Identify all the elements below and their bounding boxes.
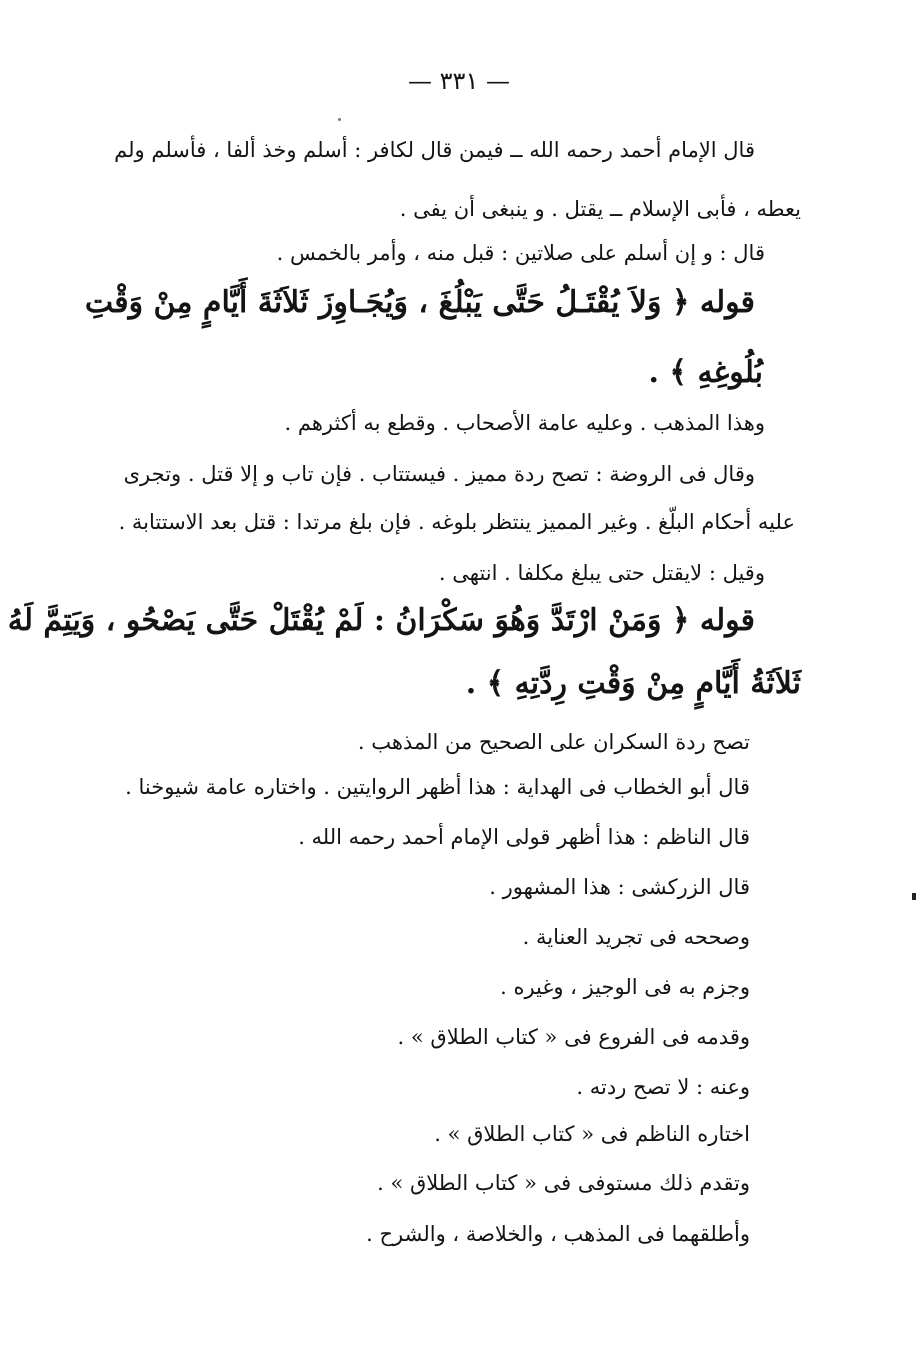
text-line-12: تصح ردة السكران على الصحيح من المذهب . (357, 730, 750, 754)
page-number: — ٣٣١ — (408, 67, 510, 95)
text-line-2: يعطه ، فأبى الإسلام ــ يقتل . و ينبغى أن يفى . (399, 197, 801, 221)
text-line-18: وقدمه فى الفروع فى « كتاب الطلاق » . (397, 1025, 750, 1049)
text-line-1: قال الإمام أحمد رحمه الله ــ فيمن قال لكافر : أسلم وخذ ألفا ، فأسلم ولم (114, 138, 755, 162)
quoted-text-line-2: بُلُوغِهِ ﴾ . (648, 355, 763, 390)
text-line-6: وهذا المذهب . وعليه عامة الأصحاب . وقطع به أكثرهم . (284, 411, 765, 435)
text-line-19: وعنه : لا تصح ردته . (576, 1075, 750, 1099)
text-line-22: وأطلقهما فى المذهب ، والخلاصة ، والشرح . (366, 1222, 750, 1246)
text-line-7: وقال فى الروضة : تصح ردة مميز . فيستتاب . فإن تاب و إلا قتل . وتجرى (123, 462, 755, 486)
text-line-21: وتقدم ذلك مستوفى فى « كتاب الطلاق » . (377, 1171, 750, 1195)
text-line-16: وصححه فى تجريد العناية . (522, 925, 750, 949)
margin-ink-mark (912, 893, 916, 900)
text-line-14: قال الناظم : هذا أظهر قولى الإمام أحمد رحمه الله . (298, 825, 750, 849)
text-line-13: قال أبو الخطاب فى الهداية : هذا أظهر الروايتين . واختاره عامة شيوخنا . (125, 775, 750, 799)
ink-dot-mark (338, 118, 341, 121)
text-line-20: اختاره الناظم فى « كتاب الطلاق » . (434, 1122, 750, 1146)
text-line-3: قال : و إن أسلم على صلاتين : قبل منه ، وأمر بالخمس . (276, 241, 765, 265)
text-line-17: وجزم به فى الوجيز ، وغيره . (500, 975, 750, 999)
text-line-8: عليه أحكام البلّغ . وغير المميز ينتظر بلوغه . فإن بلغ مرتدا : قتل بعد الاستتابة . (118, 510, 795, 534)
text-line-9: وقيل : لايقتل حتى يبلغ مكلفا . انتهى . (438, 561, 765, 585)
quoted-text-line-4: ثَلاَثَةُ أَيَّامٍ مِنْ وَقْتِ رِدَّتِهِ ﴾ . (465, 666, 801, 701)
quoted-text-line-1: قوله ﴿ وَلاَ يُقْتَـلُ حَتَّى يَبْلُغَ ، وَيُجَـاوِزَ ثَلاَثَةَ أَيَّامٍ مِنْ وَقْتِ (84, 285, 755, 320)
quoted-text-line-3: قوله ﴿ وَمَنْ ارْتَدَّ وَهُوَ سَكْرَانُ : لَمْ يُقْتَلْ حَتَّى يَصْحُو ، وَيَتِمَّ لَهُ (7, 603, 755, 638)
text-line-15: قال الزركشى : هذا المشهور . (489, 875, 750, 899)
